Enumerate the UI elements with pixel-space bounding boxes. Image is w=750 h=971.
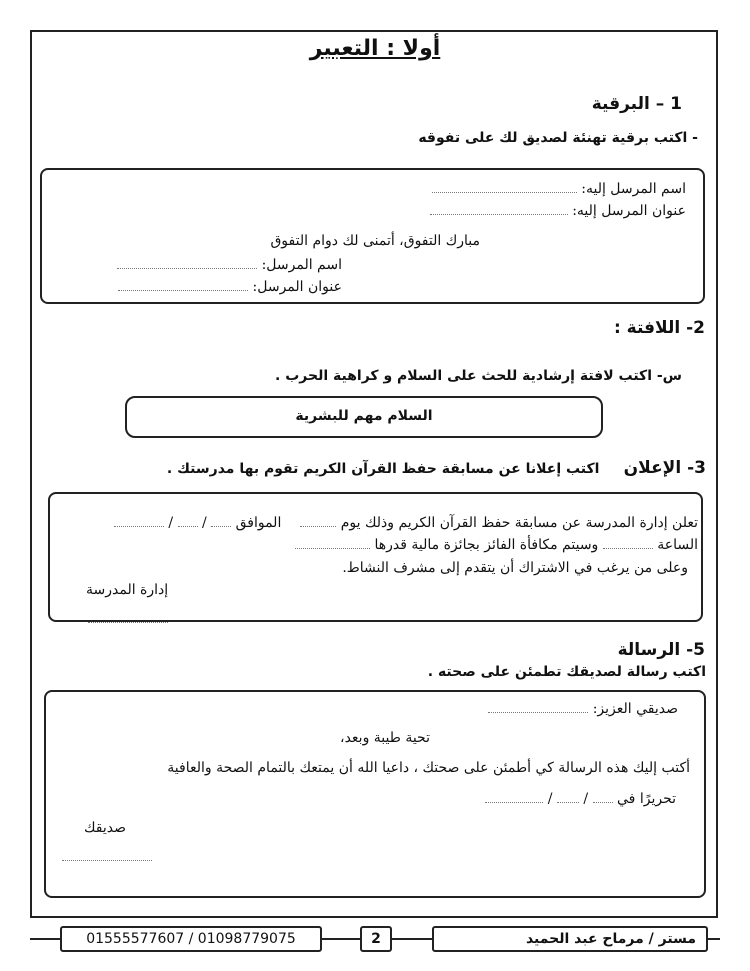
announcement-line-3: وعلى من يرغب في الاشتراك أن يتقدم إلى مشرف النشاط. xyxy=(342,560,688,576)
signature-blank-line xyxy=(88,608,168,627)
sign-text: السلام مهم للبشرية xyxy=(295,408,433,424)
time-blank[interactable] xyxy=(603,536,653,549)
sec2-heading: 2- اللافتة : xyxy=(613,318,705,338)
letter-body: أكتب إليك هذه الرسالة كي أطمئن على صحتك ، داعيا الله أن يمتعك بالتمام الصحة والعافية xyxy=(167,760,690,776)
sender-address-label: عنوان المرسل: xyxy=(252,279,342,295)
announcement-date-label: الموافق xyxy=(235,515,282,531)
footer-page-number: 2 xyxy=(360,926,392,952)
letter-greeting-line xyxy=(488,700,678,717)
closing-blank-line xyxy=(62,846,152,865)
announcement-line-2 xyxy=(295,536,698,553)
footer-rule-right xyxy=(708,938,720,940)
sec3-title-line xyxy=(167,458,706,478)
announcement-prize-text: وسيتم مكافأة الفائز بجائزة مالية قدرها xyxy=(374,537,599,553)
letter-date-label: تحريرًا في xyxy=(617,791,676,807)
sender-name-line xyxy=(117,256,342,273)
recipient-address-blank[interactable] xyxy=(430,202,568,215)
letter-date-day[interactable] xyxy=(593,790,613,803)
page-title: أولا : التعبير xyxy=(309,36,441,61)
footer-rule-mid-left xyxy=(322,938,360,940)
sender-name-label: اسم المرسل: xyxy=(261,257,342,273)
letter-date-month[interactable] xyxy=(557,790,579,803)
sec3-heading: 3- الإعلان xyxy=(623,458,706,478)
date-year-blank[interactable] xyxy=(114,514,164,527)
closing-blank[interactable] xyxy=(62,848,152,861)
footer-rule-mid-right xyxy=(392,938,432,940)
footer-phones: 01555577607 / 01098779075 xyxy=(60,926,322,952)
signature-blank[interactable] xyxy=(88,610,168,623)
letter-date-year[interactable] xyxy=(485,790,543,803)
friend-name-blank[interactable] xyxy=(488,700,588,713)
date-day-blank[interactable] xyxy=(211,514,231,527)
recipient-name-blank[interactable] xyxy=(432,180,577,193)
sec1-question: - اكتب برقية تهنئة لصديق لك على تفوقه xyxy=(418,130,698,146)
recipient-address-line xyxy=(430,202,686,219)
sec1-heading: 1 – البرقية xyxy=(591,94,682,114)
telegram-message: مبارك التفوق، أتمنى لك دوام التفوق xyxy=(270,233,480,249)
sender-name-blank[interactable] xyxy=(117,256,257,269)
sec2-question: س- اكتب لافتة إرشادية للحث على السلام و كراهية الحرب . xyxy=(275,368,682,384)
letter-closing: صديقك xyxy=(84,820,127,836)
sender-address-line xyxy=(118,278,342,295)
recipient-address-label: عنوان المرسل إليه: xyxy=(572,203,686,219)
sec5-heading: 5- الرسالة xyxy=(617,640,705,660)
sender-address-blank[interactable] xyxy=(118,278,248,291)
sec5-question: اكتب رسالة لصديقك تطمئن على صحته . xyxy=(427,664,706,680)
announcement-box xyxy=(48,492,703,622)
date-month-blank[interactable] xyxy=(178,514,198,527)
letter-date-line: تحريرًا في / / xyxy=(485,790,676,807)
footer-rule-left xyxy=(30,938,60,940)
announcement-line-1: تعلن إدارة المدرسة عن مسابقة حفظ القرآن الكريم وذلك يوم الموافق / / xyxy=(114,514,698,531)
recipient-name-line xyxy=(432,180,686,197)
letter-salutation: تحية طيبة وبعد، xyxy=(340,730,430,746)
footer-author: مستر / مرماح عبد الحميد xyxy=(432,926,708,952)
letter-greeting: صديقي العزيز: xyxy=(592,701,678,717)
announcement-time-label: الساعة xyxy=(657,537,698,553)
sec3-question: اكتب إعلانا عن مسابقة حفظ القرآن الكريم تقوم بها مدرستك . xyxy=(166,461,600,477)
announcement-text-1: تعلن إدارة المدرسة عن مسابقة حفظ القرآن الكريم وذلك يوم xyxy=(340,515,698,531)
announcement-signature: إدارة المدرسة xyxy=(86,582,169,598)
day-blank[interactable] xyxy=(300,514,336,527)
prize-blank[interactable] xyxy=(295,536,370,549)
recipient-name-label: اسم المرسل إليه: xyxy=(581,181,686,197)
